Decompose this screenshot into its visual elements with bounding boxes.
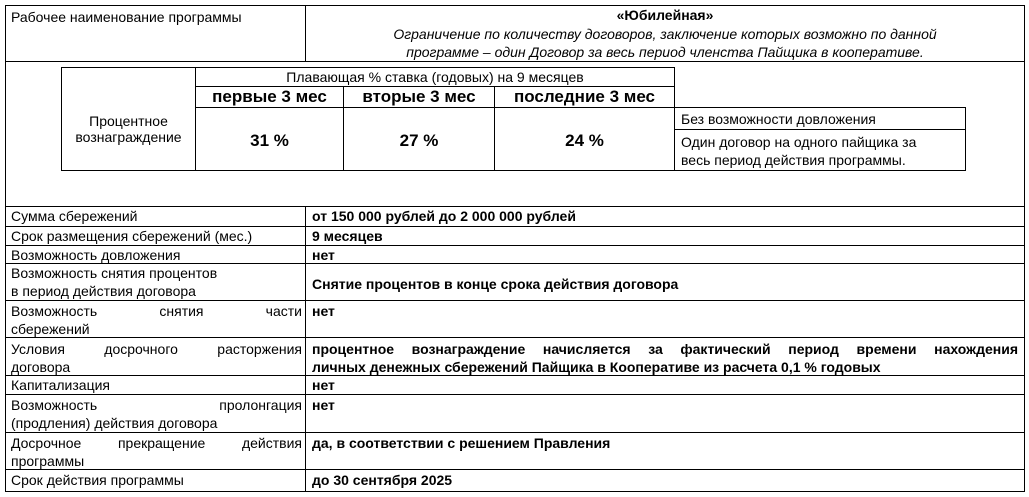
rates-row-label-line2: вознаграждение [75, 129, 182, 145]
floating-rate-header: Плавающая % ставка (годовых) на 9 месяцев [286, 69, 584, 85]
outer-border-top [5, 5, 1025, 6]
side-note-no-topup: Без возможности довложения [681, 111, 876, 127]
rates-row-label-line1: Процентное [89, 113, 168, 129]
prolongation-label-line2: (продления) действия договора [11, 415, 218, 431]
side-note-one-contract-line2: весь период действия программы. [681, 152, 906, 168]
capitalization-value: нет [312, 377, 335, 393]
capitalization-label: Капитализация [11, 377, 110, 393]
rates-side-top-line [674, 107, 966, 108]
period-last: последние 3 мес [513, 87, 656, 106]
rates-right-border [965, 107, 966, 171]
term-label: Срок размещения сбережений (мес.) [11, 228, 253, 244]
lower-table-top-line [5, 206, 1025, 207]
program-validity-label: Срок действия программы [11, 472, 184, 488]
row-line-2 [5, 245, 1025, 246]
outer-border-bottom [5, 491, 1025, 492]
rates-values-line [195, 107, 674, 108]
program-name-label: Рабочее наименование программы [11, 9, 242, 25]
rates-top-line [61, 67, 674, 68]
sum-value: от 150 000 рублей до 2 000 000 рублей [312, 208, 576, 224]
program-name: «Юбилейная» [616, 7, 714, 23]
withdraw-part-label-line2: сбережений [11, 321, 90, 337]
withdraw-part-label-line1: Возможность снятия части [11, 303, 302, 319]
withdraw-interest-label-line2: в период действия договора [11, 283, 196, 299]
lower-table-divider-vertical [305, 206, 306, 492]
early-termination-value-line2: личных денежных сбережений Пайщика в Кооперативе из расчета 0,1 % годовых [312, 359, 881, 375]
early-termination-value-line1: процентное вознаграждение начисляется за фактический период времени нахождения [312, 341, 1018, 357]
rate-value-first: 31 % [250, 131, 289, 150]
outer-border-left [5, 5, 6, 492]
row-line-7 [5, 394, 1025, 395]
early-termination-label-line2: договора [11, 359, 71, 375]
row-line-4 [5, 300, 1025, 301]
early-termination-label-line1: Условия досрочного расторжения [11, 341, 302, 357]
header-bottom-line [5, 61, 1025, 62]
row-line-9 [5, 469, 1025, 470]
rate-value-last: 24 % [565, 131, 604, 150]
prolongation-value: нет [312, 397, 335, 413]
row-line-8 [5, 432, 1025, 433]
topup-label: Возможность довложения [11, 247, 181, 263]
side-note-one-contract-line1: Один договор на одного пайщика за [681, 134, 917, 150]
program-termination-value: да, в соответствии с решением Правления [312, 435, 611, 451]
rates-side-mid-line [674, 129, 966, 130]
program-validity-value: до 30 сентября 2025 [312, 472, 453, 488]
withdraw-interest-label-line1: Возможность снятия процентов [11, 265, 218, 281]
term-value: 9 месяцев [312, 228, 383, 244]
row-line-1 [5, 226, 1025, 227]
row-line-5 [5, 337, 1025, 338]
program-termination-label-line1: Досрочное прекращение действия [11, 435, 302, 451]
row-line-6 [5, 375, 1025, 376]
program-note-line1: Ограничение по количеству договоров, заключение которых возможно по данной [393, 26, 937, 42]
withdraw-part-value: нет [312, 303, 335, 319]
period-second: вторые 3 мес [362, 87, 476, 106]
rate-value-second: 27 % [399, 131, 439, 150]
prolongation-label-line1: Возможность пролонгация [11, 397, 302, 413]
sum-label: Сумма сбережений [11, 208, 138, 224]
withdraw-interest-value: Снятие процентов в конце срока действия договора [312, 276, 679, 292]
period-first: первые 3 мес [212, 87, 327, 106]
row-line-3 [5, 263, 1025, 264]
topup-value: нет [312, 247, 335, 263]
program-termination-label-line2: программы [11, 453, 85, 469]
rates-bottom-line [61, 170, 966, 171]
rates-col4-border [674, 67, 675, 171]
outer-border-right [1024, 5, 1025, 492]
program-note-line2: программе – один Договор за весь период членства Пайщика в кооперативе. [406, 44, 924, 60]
